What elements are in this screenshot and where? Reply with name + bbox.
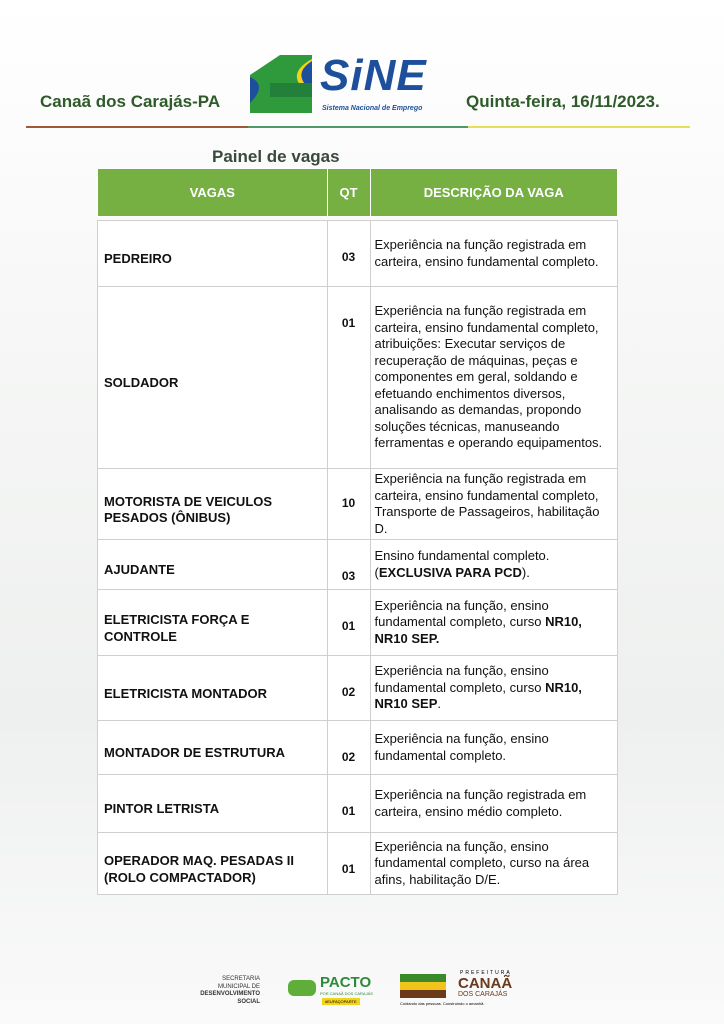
logo-text: DESENVOLVIMENTO xyxy=(200,991,260,997)
job-quantity: 03 xyxy=(327,540,370,590)
job-quantity: 02 xyxy=(327,656,370,721)
job-description xyxy=(370,775,617,833)
pacto-logo xyxy=(288,972,378,1006)
jobs-table xyxy=(97,168,618,895)
job-title: AJUDANTE xyxy=(98,540,328,590)
city-label: Canaã dos Carajás-PA xyxy=(40,92,221,111)
logo-text: SOCIAL xyxy=(237,998,260,1005)
table-row xyxy=(98,540,618,590)
description-text: Experiência na função, ensino fundamental completo. xyxy=(374,731,549,763)
job-title: PINTOR LETRISTA xyxy=(98,775,328,833)
table-row xyxy=(98,833,618,895)
description-text: Experiência na função registrada em carteira, ensino fundamental completo. xyxy=(374,237,599,269)
job-quantity: 01 xyxy=(327,833,370,895)
job-title: SOLDADOR xyxy=(98,287,328,469)
table-row xyxy=(98,221,618,287)
description-text: ). xyxy=(521,564,530,580)
table-row xyxy=(98,721,618,775)
logo-text: POR CANAÃ DOS CARAJÁS xyxy=(320,991,373,996)
job-description xyxy=(370,469,617,540)
job-description xyxy=(370,221,617,287)
job-title: PEDREIRO xyxy=(98,221,328,287)
description-text: Experiência na função registrada em carteira, ensino médio completo. xyxy=(374,787,587,819)
job-title: MONTADOR DE ESTRUTURA xyxy=(98,721,328,775)
job-description xyxy=(370,287,617,469)
job-description xyxy=(370,833,617,895)
job-description xyxy=(370,656,617,721)
date-label: Quinta-feira, 16/11/2023. xyxy=(466,92,660,111)
description-text: Experiência na função registrada em carteira, ensino fundamental completo, Transporte de Passageiros, habilitação D. xyxy=(374,471,600,536)
job-title: MOTORISTA DE VEICULOS PESADOS (ÔNIBUS) xyxy=(98,469,328,540)
logo-text: SiNE xyxy=(320,51,427,100)
job-quantity: 03 xyxy=(327,221,370,287)
table-row xyxy=(98,775,618,833)
description-text: Experiência na função, ensino fundamental completo, curso xyxy=(374,597,549,630)
job-quantity: 10 xyxy=(327,469,370,540)
job-title: ELETRICISTA FORÇA E CONTROLE xyxy=(98,590,328,656)
sine-logo xyxy=(250,51,450,117)
page-title: Painel de vagas xyxy=(212,147,340,166)
table-row xyxy=(98,656,618,721)
divider xyxy=(26,126,248,128)
table-row xyxy=(98,469,618,540)
job-quantity: 01 xyxy=(327,590,370,656)
logo-text: #EUFAÇOPARTE xyxy=(322,998,360,1005)
description-text: Experiência na função registrada em carteira, ensino fundamental completo, atribuições: Executar serviços de recuperação de máquinas, peças e componentes em geral, soldando e efetuando enchimentos diversos, analisando as demandas, propondo soluções técnicas, manuseando ferramentas e operando equipamentos. xyxy=(374,303,603,451)
column-header: QT xyxy=(327,169,370,217)
prefeitura-logo xyxy=(400,970,520,1006)
flag-icon xyxy=(400,974,446,998)
logo-text: MUNICIPAL DE xyxy=(217,983,260,990)
logo-text: CANAÃ xyxy=(458,975,513,992)
logo-text: Cuidando das pessoas. Construindo o amanhã. xyxy=(400,1001,485,1006)
secretaria-logo xyxy=(200,976,260,1006)
description-text: Experiência na função, ensino fundamental completo, curso xyxy=(374,663,549,695)
handshake-icon xyxy=(288,980,316,996)
job-quantity: 02 xyxy=(327,721,370,775)
logo-text: PACTO xyxy=(320,974,372,991)
logo-text: SECRETARIA xyxy=(222,976,260,982)
brazil-flag-icon xyxy=(250,55,316,115)
description-text: Experiência na função, ensino fundamental completo, curso na área afins, habilitação D/E. xyxy=(374,838,590,887)
description-text: NR10, NR10 SEP xyxy=(374,679,582,712)
description-text: NR10, NR10 SEP. xyxy=(374,614,582,646)
logo-text: PREFEITURA xyxy=(460,970,512,976)
job-title: OPERADOR MAQ. PESADAS II (ROLO COMPACTADOR) xyxy=(98,833,328,895)
job-description xyxy=(370,721,617,775)
job-quantity: 01 xyxy=(327,287,370,469)
column-header: DESCRIÇÃO DA VAGA xyxy=(370,169,617,217)
job-title: ELETRICISTA MONTADOR xyxy=(98,656,328,721)
description-text: . xyxy=(437,696,442,712)
table-row xyxy=(98,590,618,656)
description-text: EXCLUSIVA PARA PCD xyxy=(378,564,522,580)
column-header: VAGAS xyxy=(98,169,328,217)
job-description xyxy=(370,590,617,656)
logo-subtitle: Sistema Nacional de Emprego xyxy=(322,105,423,112)
job-description xyxy=(370,540,617,590)
description-text: Ensino fundamental completo. ( xyxy=(374,548,550,580)
footer-logos xyxy=(0,968,724,1008)
job-quantity: 01 xyxy=(327,775,370,833)
divider xyxy=(468,126,690,128)
divider xyxy=(248,126,470,128)
logo-text: DOS CARAJÁS xyxy=(458,991,508,998)
table-row xyxy=(98,287,618,469)
